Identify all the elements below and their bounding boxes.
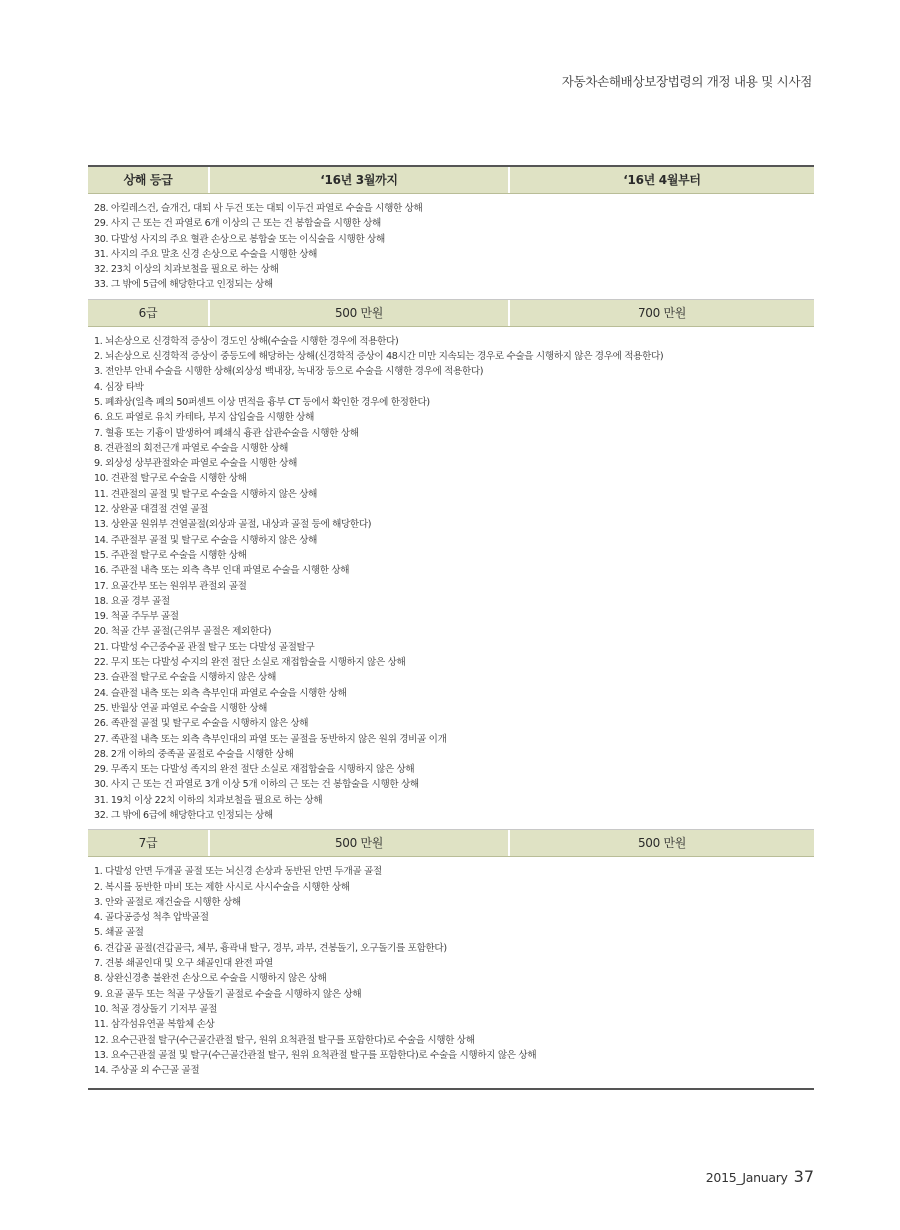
running-header: 자동차손해배상보장법령의 개정 내용 및 시사점 (561, 74, 812, 89)
list-item: 12. 요수근관절 탈구(수근골간관절 탈구, 원위 요척관절 탈구를 포함한다)로 수술을 시행한 상해 (94, 1034, 475, 1046)
list-item: 13. 상완골 원위부 견열골절(외상과 골절, 내상과 골절 등에 해당한다) (94, 519, 372, 531)
table-header-row (88, 167, 814, 194)
list-item: 32. 그 밖에 6급에 해당한다고 인정되는 상해 (94, 809, 273, 821)
issue-label: 2015_January (705, 1170, 788, 1185)
list-item: 24. 슬관절 내측 또는 외측 측부인대 파열로 수술을 시행한 상해 (94, 687, 347, 699)
list-item: 1. 뇌손상으로 신경학적 증상이 경도인 상해(수술을 시행한 경우에 적용한다) (94, 335, 399, 347)
list-item: 16. 주관절 내측 또는 외측 측부 인대 파열로 수술을 시행한 상해 (94, 565, 350, 577)
list-item: 29. 사지 근 또는 건 파열로 6개 이상의 근 또는 건 봉합술을 시행한 상해 (94, 218, 381, 230)
list-item: 10. 척골 경상돌기 기저부 골절 (94, 1003, 218, 1015)
list-item: 4. 골다공증성 척추 압박골절 (94, 912, 209, 924)
list-item: 28. 2개 이하의 중족골 골절로 수술을 시행한 상해 (94, 748, 294, 760)
list-item: 14. 주상골 외 수근골 골절 (94, 1065, 200, 1077)
list-item: 32. 23치 이상의 치과보철을 필요로 하는 상해 (94, 264, 279, 276)
column-header-after: ‘16년 4월부터 (508, 167, 814, 193)
list-item: 30. 사지 근 또는 건 파열로 3개 이상 5개 이하의 근 또는 건 봉합술을 시행한 상해 (94, 779, 419, 791)
amount-before: 500 만원 (208, 830, 508, 856)
list-item: 28. 아킬레스건, 슬개건, 대퇴 사 두건 또는 대퇴 이두건 파열로 수술을 시행한 상해 (94, 203, 423, 214)
grade-6-items (88, 327, 814, 831)
list-item: 31. 19치 이상 22치 이하의 치과보철을 필요로 하는 상해 (94, 794, 323, 806)
amount-after: 500 만원 (508, 830, 814, 856)
list-item: 17. 요골간부 또는 원위부 관절외 골절 (94, 580, 247, 592)
list-item: 2. 뇌손상으로 신경학적 증상이 중등도에 해당하는 상해(신경학적 증상이 48시간 미만 지속되는 경우로 수술을 시행하지 않은 경우에 적용한다) (94, 351, 664, 363)
list-item: 4. 심장 타박 (94, 381, 144, 393)
amount-after: 700 만원 (508, 300, 814, 326)
page-number: 37 (793, 1167, 814, 1186)
list-item: 20. 척골 간부 골절(근위부 골절은 제외한다) (94, 626, 272, 638)
page-footer (706, 1167, 814, 1186)
list-item: 6. 요도 파열로 유치 카테타, 부지 삽입술을 시행한 상해 (94, 412, 315, 424)
list-item: 19. 척골 주두부 골절 (94, 611, 179, 623)
list-item: 9. 요골 골두 또는 척골 구상돌기 골절로 수술을 시행하지 않은 상해 (94, 988, 362, 1000)
grade-row-6 (88, 300, 814, 327)
list-item: 6. 견갑골 골절(견갑골극, 체부, 흉곽내 탈구, 경부, 과부, 견봉돌기, 오구돌기를 포함한다) (94, 942, 447, 954)
list-item: 12. 상완골 대결절 견열 골절 (94, 504, 209, 516)
list-item: 22. 무지 또는 다발성 수지의 완전 절단 소실로 재접합술을 시행하지 않은 상해 (94, 657, 406, 669)
amount-before: 500 만원 (208, 300, 508, 326)
list-item: 18. 요골 경부 골절 (94, 595, 170, 607)
grade-row-7 (88, 830, 814, 857)
list-item: 10. 견관절 탈구로 수술을 시행한 상해 (94, 473, 247, 485)
list-item: 7. 견봉 쇄골인대 및 오구 쇄골인대 완전 파열 (94, 958, 273, 970)
list-item: 8. 상완신경총 불완전 손상으로 수술을 시행하지 않은 상해 (94, 973, 327, 985)
list-item: 5. 쇄골 골절 (94, 927, 144, 939)
list-item: 33. 그 밖에 5급에 해당한다고 인정되는 상해 (94, 279, 273, 291)
list-item: 8. 견관절의 회전근개 파열로 수술을 시행한 상해 (94, 442, 289, 454)
list-item: 26. 족관절 골절 및 탈구로 수술을 시행하지 않은 상해 (94, 718, 309, 730)
list-item: 21. 다발성 수근중수골 관절 탈구 또는 다발성 골절탈구 (94, 641, 315, 653)
list-item: 9. 외상성 상부관절와순 파열로 수술을 시행한 상해 (94, 458, 298, 470)
grade-5-items (88, 194, 814, 300)
column-header-before: ‘16년 3월까지 (208, 167, 508, 193)
list-item: 13. 요수근관절 골절 및 탈구(수근골간관절 탈구, 원위 요척관절 탈구를 포함한다)로 수술을 시행하지 않은 상해 (94, 1049, 537, 1061)
list-item: 23. 슬관절 탈구로 수술을 시행하지 않은 상해 (94, 672, 277, 684)
list-item: 3. 전안부 안내 수술을 시행한 상해(외상성 백내장, 녹내장 등으로 수술을 시행한 경우에 적용한다) (94, 366, 484, 378)
list-item: 15. 주관절 탈구로 수술을 시행한 상해 (94, 549, 247, 561)
grade-7-items (88, 857, 814, 1090)
list-item: 14. 주관절부 골절 및 탈구로 수술을 시행하지 않은 상해 (94, 534, 318, 546)
list-item: 3. 안와 골절로 재건술을 시행한 상해 (94, 896, 241, 908)
list-item: 30. 다발성 사지의 주요 혈관 손상으로 봉합술 또는 이식술을 시행한 상해 (94, 233, 385, 245)
list-item: 31. 사지의 주요 말초 신경 손상으로 수술을 시행한 상해 (94, 248, 318, 260)
list-item: 25. 반월상 연골 파열로 수술을 시행한 상해 (94, 702, 268, 714)
list-item: 2. 복시를 동반한 마비 또는 제한 사시로 사시수술을 시행한 상해 (94, 881, 350, 893)
grade-label: 6급 (138, 305, 158, 320)
column-header-grade: 상해 등급 (123, 173, 173, 187)
list-item: 7. 혈흉 또는 기흉이 발생하여 폐쇄식 흉관 삽관수술을 시행한 상해 (94, 427, 359, 439)
list-item: 29. 무족지 또는 다발성 족지의 완전 절단 소실로 재접합술을 시행하지 않은 상해 (94, 764, 415, 776)
list-item: 27. 족관절 내측 또는 외측 측부인대의 파열 또는 골절을 동반하지 않은 원위 경비골 이개 (94, 733, 447, 745)
list-item: 1. 다발성 안면 두개골 골절 또는 뇌신경 손상과 동반된 안면 두개골 골절 (94, 866, 382, 878)
list-item: 11. 삼각섬유연골 복합체 손상 (94, 1019, 215, 1031)
injury-grade-table (88, 165, 814, 1090)
grade-label: 7급 (138, 836, 158, 851)
list-item: 5. 폐좌상(일측 폐의 50퍼센트 이상 면적을 흉부 CT 등에서 확인한 경우에 한정한다) (94, 396, 430, 408)
list-item: 11. 견관절의 골절 및 탈구로 수술을 시행하지 않은 상해 (94, 488, 318, 500)
